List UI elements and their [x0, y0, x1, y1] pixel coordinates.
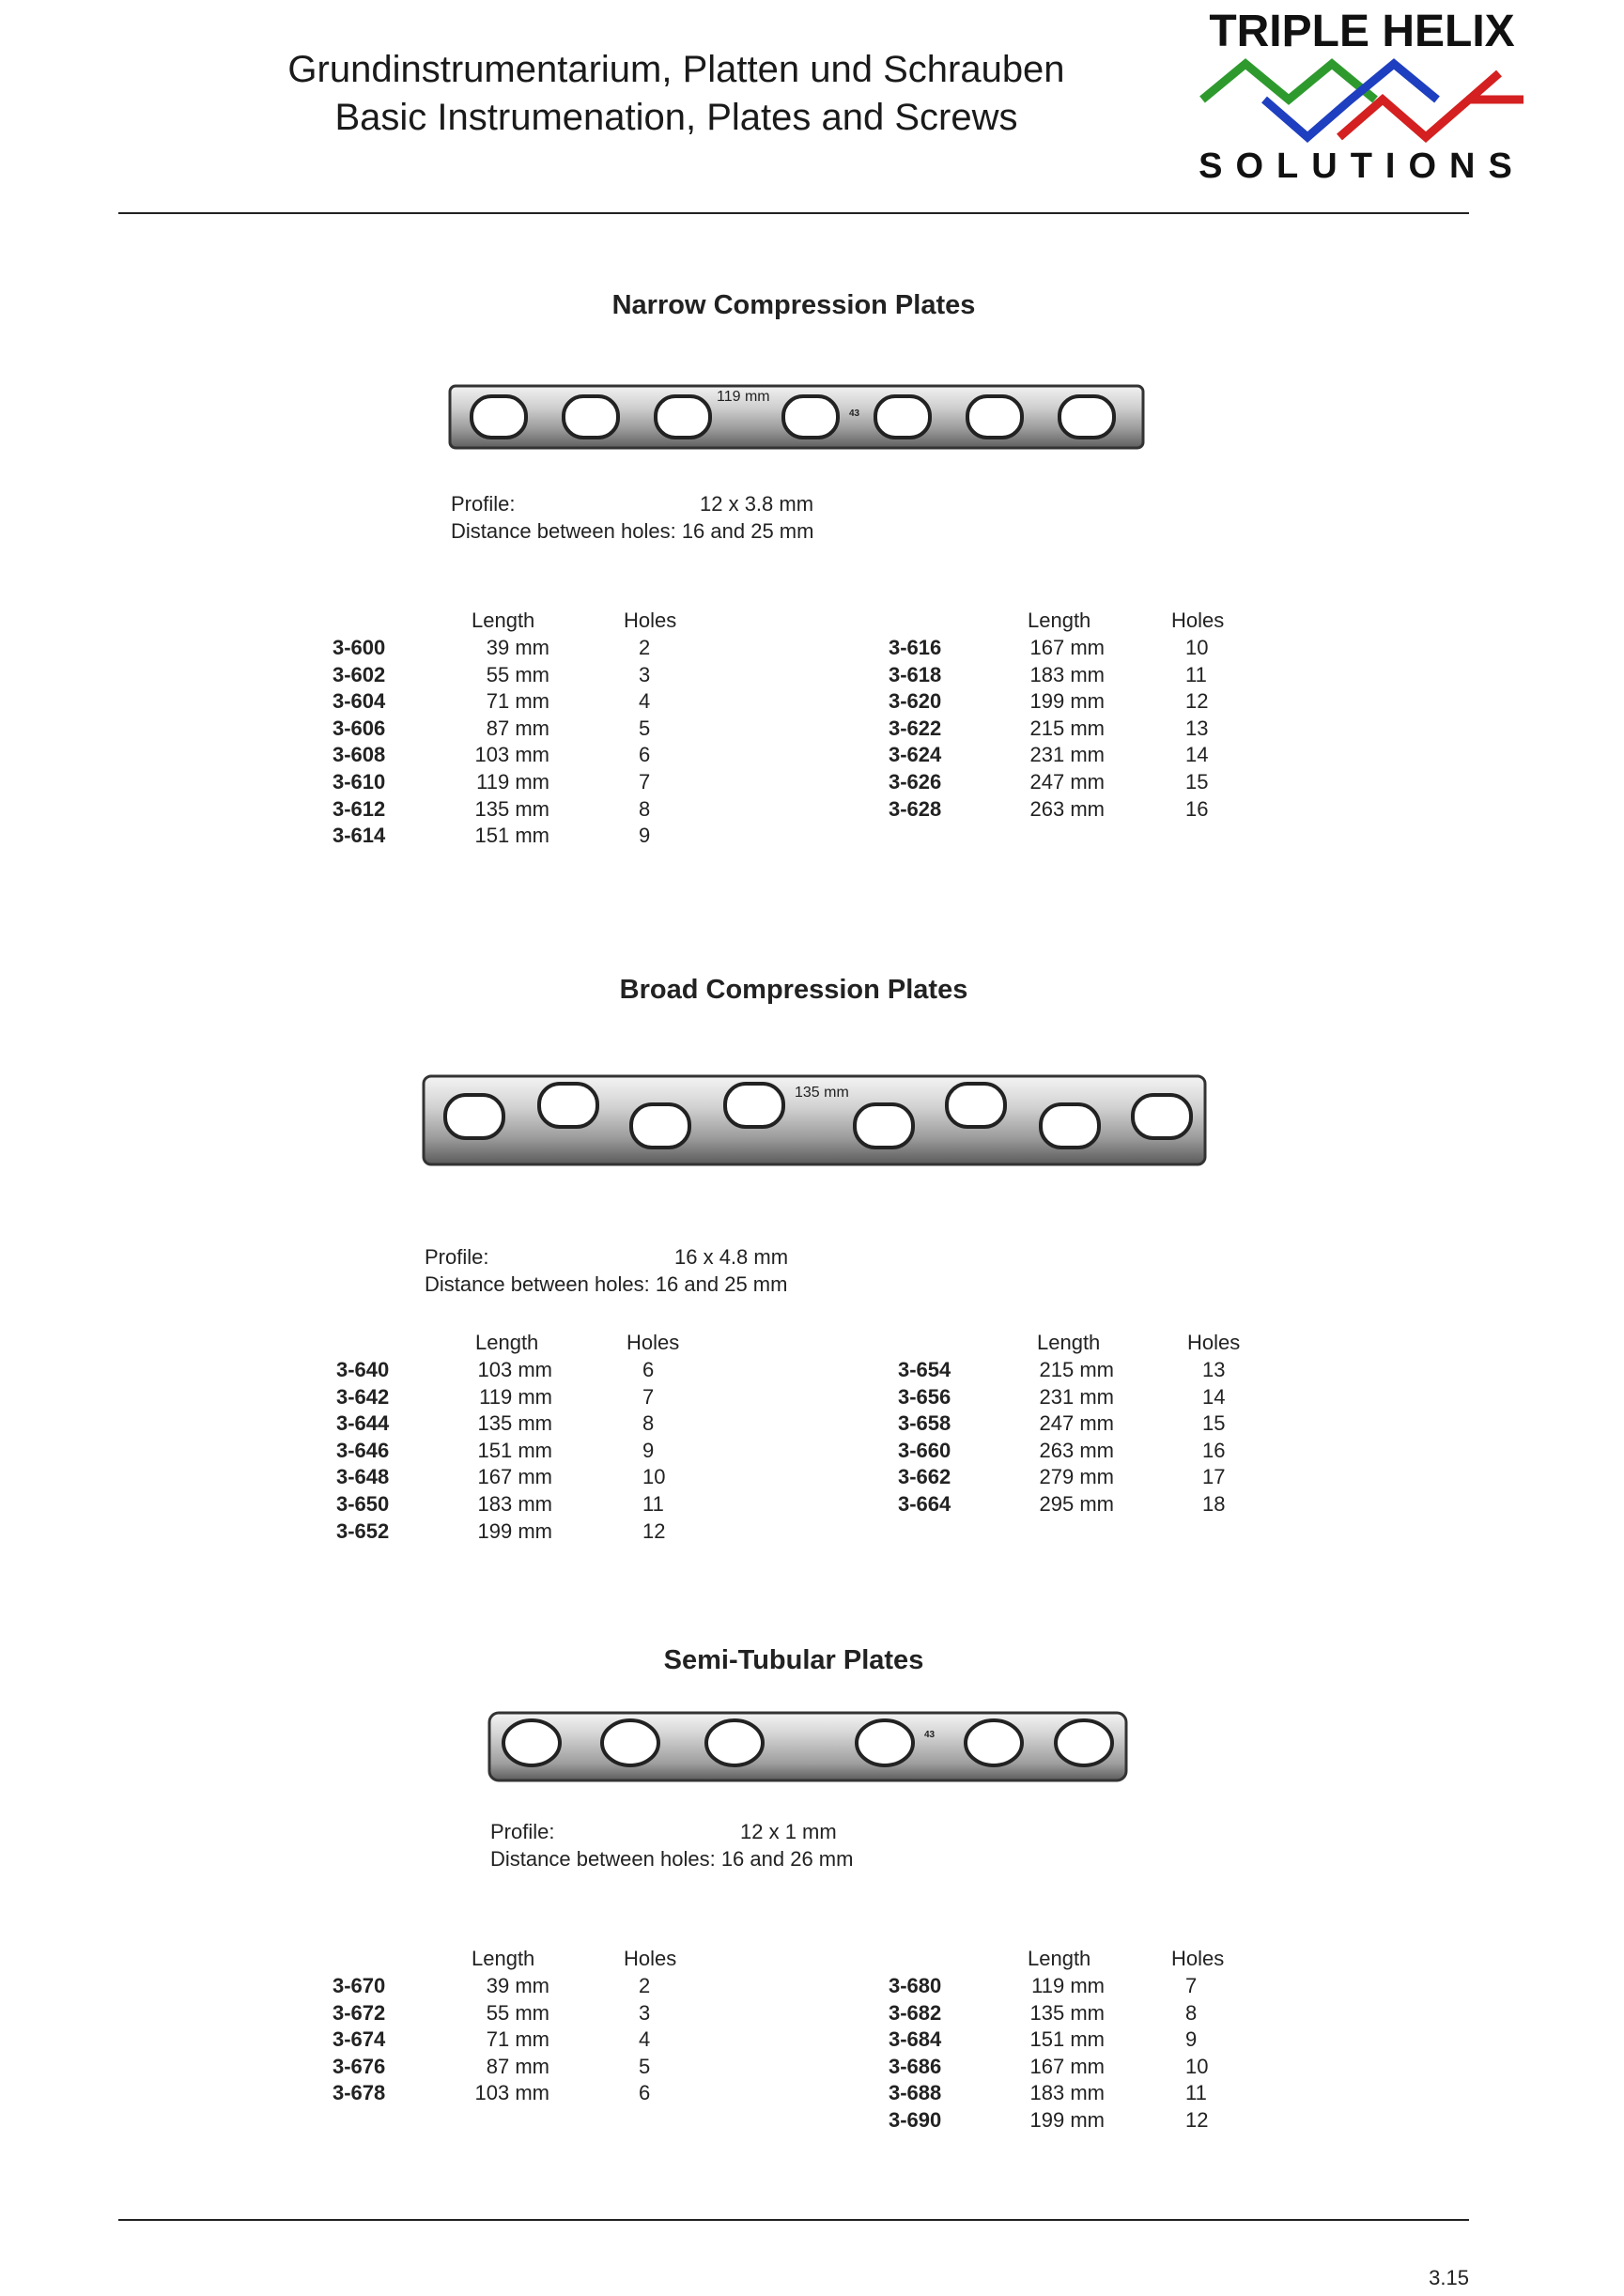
article-number: 3-656: [898, 1385, 951, 1409]
col-header-length-left: Length: [472, 609, 535, 632]
profile-label: Profile:: [425, 1245, 489, 1269]
article-number: 3-672: [333, 2001, 386, 2025]
hole-count: 7: [639, 770, 651, 794]
hole-count: 16: [1202, 1439, 1226, 1462]
hole-count: 8: [639, 797, 651, 821]
hole-count: 11: [1185, 2081, 1207, 2104]
hole-count: 10: [1185, 636, 1209, 659]
article-number: 3-680: [889, 1974, 942, 1997]
plate-length: 167 mm: [1029, 636, 1105, 659]
hole-count: 5: [639, 2055, 651, 2078]
article-number: 3-688: [889, 2081, 942, 2104]
article-number: 3-604: [333, 689, 386, 713]
logo-text-top: TRIPLE HELIX: [1209, 7, 1515, 56]
article-number: 3-642: [336, 1385, 390, 1409]
page-number: 3.15: [1429, 2266, 1469, 2289]
plate-length: 103 mm: [474, 743, 549, 766]
hole-count: 10: [1185, 2055, 1209, 2078]
hole-distance-text: Distance between holes: 16 and 26 mm: [490, 1847, 854, 1871]
plate-mark: 43: [924, 1730, 936, 1740]
plate-length: 167 mm: [1029, 2055, 1105, 2078]
article-number: 3-662: [898, 1465, 951, 1488]
article-number: 3-614: [333, 824, 386, 847]
plate-length: 263 mm: [1039, 1439, 1114, 1462]
article-number: 3-624: [889, 743, 942, 766]
article-number: 3-674: [333, 2027, 386, 2051]
plate-length: 183 mm: [1029, 663, 1105, 686]
semi-tubular-plate-image: [487, 1707, 1129, 1786]
article-number: 3-600: [333, 636, 386, 659]
hole-count: 18: [1202, 1492, 1226, 1516]
plate-length: 215 mm: [1039, 1358, 1114, 1381]
col-header-length-left: Length: [475, 1331, 539, 1354]
col-header-holes-left: Holes: [624, 1947, 677, 1970]
plate-length: 199 mm: [1029, 689, 1105, 713]
article-number: 3-618: [889, 663, 942, 686]
hole-count: 9: [1185, 2027, 1198, 2051]
plate-length: 39 mm: [486, 636, 549, 659]
plate-length: 151 mm: [477, 1439, 552, 1462]
article-number: 3-660: [898, 1439, 951, 1462]
article-number: 3-664: [898, 1492, 951, 1516]
broad-plate-image: [421, 1069, 1210, 1170]
section-title-broad: Broad Compression Plates: [619, 975, 968, 1005]
hole-count: 6: [639, 2081, 651, 2104]
profile-label: Profile:: [490, 1820, 555, 1843]
plate-length: 87 mm: [486, 2055, 549, 2078]
article-number: 3-686: [889, 2055, 942, 2078]
hole-count: 2: [639, 1974, 651, 1997]
plate-length: 103 mm: [477, 1358, 552, 1381]
col-header-length-right: Length: [1028, 1947, 1091, 1970]
article-number: 3-676: [333, 2055, 386, 2078]
col-header-holes-right: Holes: [1171, 609, 1225, 632]
plate-length: 119 mm: [1031, 1974, 1105, 1997]
hole-count: 15: [1202, 1411, 1226, 1435]
plate-length: 71 mm: [486, 689, 549, 713]
hole-count: 8: [642, 1411, 655, 1435]
footer-divider: [118, 2219, 1469, 2221]
article-number: 3-654: [898, 1358, 951, 1381]
hole-count: 4: [639, 689, 651, 713]
article-number: 3-622: [889, 717, 942, 740]
hole-count: 14: [1185, 743, 1209, 766]
profile-value: 16 x 4.8 mm: [674, 1245, 789, 1269]
article-number: 3-678: [333, 2081, 386, 2104]
plate-length: 279 mm: [1039, 1465, 1114, 1488]
plate-length: 55 mm: [486, 663, 549, 686]
article-number: 3-612: [333, 797, 386, 821]
col-header-length-right: Length: [1037, 1331, 1101, 1354]
plate-length: 119 mm: [476, 770, 549, 794]
article-number: 3-650: [336, 1492, 390, 1516]
hole-count: 12: [1185, 2108, 1209, 2132]
article-number: 3-652: [336, 1519, 390, 1543]
article-number: 3-640: [336, 1358, 390, 1381]
col-header-holes-left: Holes: [624, 609, 677, 632]
plate-length: 135 mm: [474, 797, 549, 821]
article-number: 3-628: [889, 797, 942, 821]
col-header-length-left: Length: [472, 1947, 535, 1970]
article-number: 3-690: [889, 2108, 942, 2132]
hole-count: 7: [642, 1385, 655, 1409]
plate-length: 87 mm: [486, 717, 549, 740]
hole-count: 11: [1185, 663, 1207, 686]
article-number: 3-608: [333, 743, 386, 766]
col-header-holes-right: Holes: [1187, 1331, 1241, 1354]
article-number: 3-620: [889, 689, 942, 713]
hole-count: 14: [1202, 1385, 1226, 1409]
hole-count: 4: [639, 2027, 651, 2051]
hole-count: 2: [639, 636, 651, 659]
plate-length: 295 mm: [1039, 1492, 1114, 1516]
article-number: 3-602: [333, 663, 386, 686]
article-number: 3-670: [333, 1974, 386, 1997]
triple-helix-logo-icon: [1199, 54, 1527, 146]
hole-count: 3: [639, 663, 651, 686]
plate-length: 39 mm: [486, 1974, 549, 1997]
header-title-german: Grundinstrumentarium, Platten und Schrauben: [287, 49, 1065, 90]
logo-text-bottom: SOLUTIONS: [1199, 146, 1525, 186]
plate-length: 151 mm: [1029, 2027, 1105, 2051]
article-number: 3-658: [898, 1411, 951, 1435]
plate-length: 247 mm: [1039, 1411, 1114, 1435]
hole-count: 6: [639, 743, 651, 766]
plate-length: 167 mm: [477, 1465, 552, 1488]
plate-length-label: 135 mm: [795, 1085, 849, 1101]
section-title-semi-tubular: Semi-Tubular Plates: [663, 1645, 924, 1675]
col-header-length-right: Length: [1028, 609, 1091, 632]
plate-length: 263 mm: [1029, 797, 1105, 821]
col-header-holes-left: Holes: [626, 1331, 680, 1354]
hole-count: 16: [1185, 797, 1209, 821]
plate-length: 135 mm: [477, 1411, 552, 1435]
plate-length-label: 119 mm: [717, 389, 770, 405]
article-number: 3-644: [336, 1411, 390, 1435]
plate-length: 55 mm: [486, 2001, 549, 2025]
article-number: 3-626: [889, 770, 942, 794]
plate-length: 183 mm: [1029, 2081, 1105, 2104]
profile-label: Profile:: [451, 492, 516, 516]
article-number: 3-682: [889, 2001, 942, 2025]
hole-count: 12: [642, 1519, 666, 1543]
hole-count: 10: [642, 1465, 666, 1488]
article-number: 3-606: [333, 717, 386, 740]
hole-count: 7: [1185, 1974, 1198, 1997]
hole-distance-text: Distance between holes: 16 and 25 mm: [451, 519, 814, 543]
hole-count: 5: [639, 717, 651, 740]
hole-count: 12: [1185, 689, 1209, 713]
hole-count: 9: [639, 824, 651, 847]
hole-count: 11: [642, 1492, 664, 1516]
profile-value: 12 x 3.8 mm: [700, 492, 814, 516]
article-number: 3-616: [889, 636, 942, 659]
hole-count: 9: [642, 1439, 655, 1462]
plate-length: 151 mm: [474, 824, 549, 847]
plate-length: 71 mm: [486, 2027, 549, 2051]
plate-length: 199 mm: [1029, 2108, 1105, 2132]
article-number: 3-646: [336, 1439, 390, 1462]
profile-value: 12 x 1 mm: [740, 1820, 837, 1843]
article-number: 3-648: [336, 1465, 390, 1488]
section-title-narrow: Narrow Compression Plates: [611, 290, 976, 320]
plate-length: 231 mm: [1039, 1385, 1114, 1409]
header-title-english: Basic Instrumenation, Plates and Screws: [334, 97, 1018, 138]
plate-length: 103 mm: [474, 2081, 549, 2104]
article-number: 3-610: [333, 770, 386, 794]
plate-length: 183 mm: [477, 1492, 552, 1516]
hole-count: 13: [1202, 1358, 1226, 1381]
hole-count: 6: [642, 1358, 655, 1381]
plate-mark: 43: [849, 408, 860, 419]
plate-length: 199 mm: [477, 1519, 552, 1543]
plate-length: 119 mm: [479, 1385, 552, 1409]
col-header-holes-right: Holes: [1171, 1947, 1225, 1970]
hole-count: 15: [1185, 770, 1209, 794]
hole-count: 8: [1185, 2001, 1198, 2025]
plate-length: 247 mm: [1029, 770, 1105, 794]
hole-count: 17: [1202, 1465, 1226, 1488]
header-divider: [118, 212, 1469, 214]
hole-distance-text: Distance between holes: 16 and 25 mm: [425, 1272, 788, 1296]
plate-length: 135 mm: [1029, 2001, 1105, 2025]
hole-count: 13: [1185, 717, 1209, 740]
plate-length: 231 mm: [1029, 743, 1105, 766]
article-number: 3-684: [889, 2027, 942, 2051]
hole-count: 3: [639, 2001, 651, 2025]
plate-length: 215 mm: [1029, 717, 1105, 740]
narrow-plate-image: [447, 378, 1148, 454]
